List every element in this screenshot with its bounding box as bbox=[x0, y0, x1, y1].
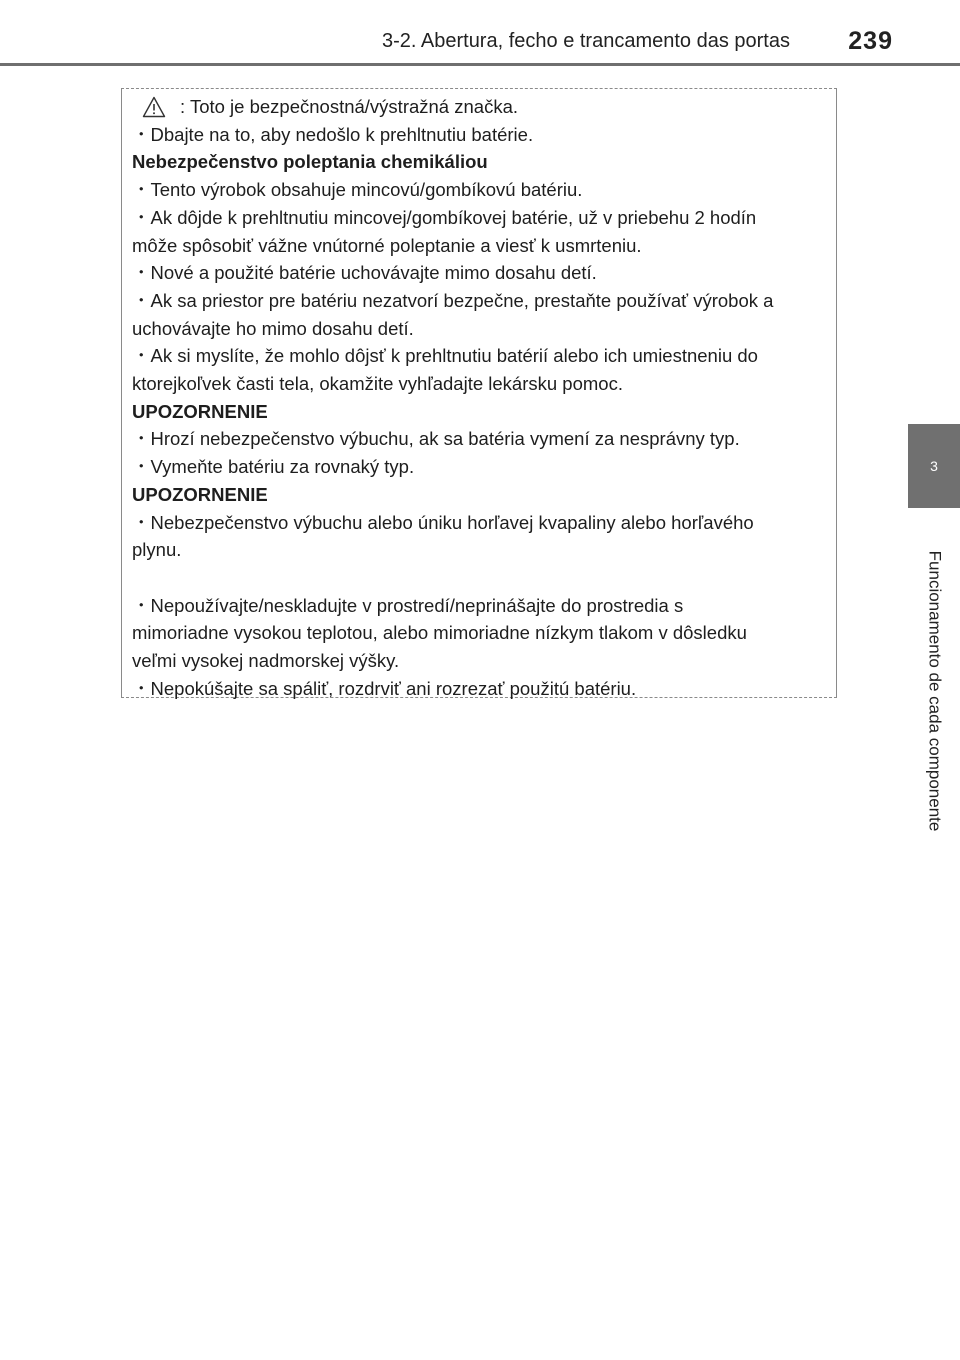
warning-text-line: mimoriadne vysokou teplotou, alebo mimoriadne nízkym tlakom v dôsledku bbox=[132, 622, 747, 644]
warning-text-line: ・Nové a použité batérie uchovávajte mimo dosahu detí. bbox=[132, 262, 597, 284]
warning-text-line: ・Ak dôjde k prehltnutiu mincovej/gombíkovej batérie, už v priebehu 2 hodín bbox=[132, 206, 757, 228]
warning-heading: Nebezpečenstvo poleptania chemikáliou bbox=[132, 151, 488, 173]
warning-text-line: ・Hrozí nebezpečenstvo výbuchu, ak sa batéria vymení za nesprávny typ. bbox=[132, 428, 740, 450]
warning-legend-text: : Toto je bezpečnostná/výstražná značka. bbox=[180, 96, 518, 117]
warning-lines bbox=[132, 121, 826, 703]
warning-text-line: ktorejkoľvek časti tela, okamžite vyhľadajte lekársku pomoc. bbox=[132, 373, 623, 395]
warning-text-line: môže spôsobiť vážne vnútorné poleptanie a viesť k usmrteniu. bbox=[132, 234, 642, 256]
warning-text-line: ・Tento výrobok obsahuje mincovú/gombíkovú batériu. bbox=[132, 179, 583, 201]
warning-text-line: ・Nepokúšajte sa spáliť, rozdrviť ani rozrezať použitú batériu. bbox=[132, 677, 637, 699]
warning-triangle-icon bbox=[142, 96, 166, 118]
chapter-number: 3 bbox=[930, 458, 938, 474]
blank-line bbox=[132, 564, 826, 592]
warning-text-line: uchovávajte ho mimo dosahu detí. bbox=[132, 317, 414, 339]
chapter-side-label bbox=[922, 518, 946, 863]
page-number: 239 bbox=[848, 27, 893, 55]
chapter-tab bbox=[908, 424, 960, 508]
section-title: 3-2. Abertura, fecho e trancamento das portas bbox=[381, 30, 790, 52]
warning-text-line: veľmi vysokej nadmorskej výšky. bbox=[132, 650, 400, 672]
warning-heading: UPOZORNENIE bbox=[132, 483, 268, 505]
warning-legend bbox=[132, 93, 826, 121]
warning-text-line: ・Nebezpečenstvo výbuchu alebo úniku horľavej kvapaliny alebo horľavého bbox=[132, 511, 754, 533]
warning-text-line: ・Ak si myslíte, že mohlo dôjsť k prehltnutiu batérií alebo ich umiestneniu do bbox=[132, 345, 758, 367]
warning-text-line: plynu. bbox=[132, 539, 182, 561]
warning-heading: UPOZORNENIE bbox=[132, 400, 268, 422]
header-rule bbox=[0, 63, 960, 66]
warning-text-line: ・Ak sa priestor pre batériu nezatvorí bezpečne, prestaňte používať výrobok a bbox=[132, 289, 774, 311]
warning-text-line: ・Nepoužívajte/neskladujte v prostredí/neprinášajte do prostredia s bbox=[132, 594, 684, 616]
chapter-title: Funcionamento de cada componente bbox=[925, 550, 945, 831]
battery-warning-box bbox=[121, 88, 837, 698]
warning-text-line: ・Dbajte na to, aby nedošlo k prehltnutiu batérie. bbox=[132, 123, 534, 145]
warning-text-line: ・Vymeňte batériu za rovnaký typ. bbox=[132, 456, 415, 478]
